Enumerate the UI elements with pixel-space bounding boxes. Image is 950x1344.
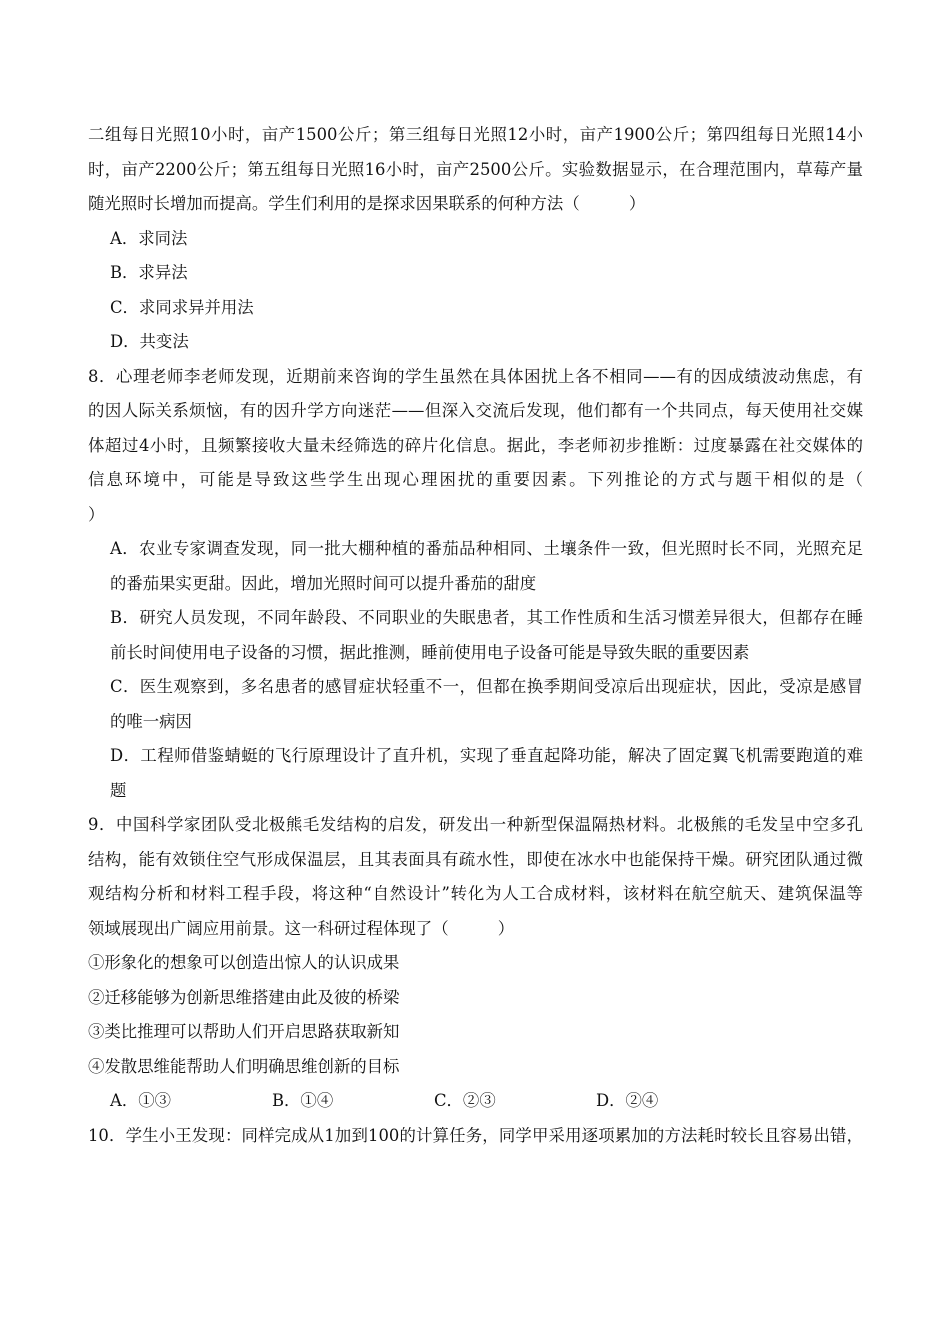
option-c: C．医生观察到，多名患者的感冒症状轻重不一，但都在换季期间受凉后出现症状，因此，受凉是感冒 [110, 677, 863, 696]
statement-2: ②迁移能够为创新思维搭建由此及彼的桥梁 [88, 987, 400, 1007]
option-d: D．工程师借鉴蜻蜓的飞行原理设计了直升机，实现了垂直起降功能，解决了固定翼飞机需要跑道的难 [110, 746, 863, 765]
option-c-continued: 的唯一病因 [110, 711, 192, 731]
question-stem-line: 的因人际关系烦恼，有的因升学方向迷茫——但深入交流后发现，他们都有一个共同点，每天使用社交媒 [88, 401, 863, 420]
option-b: B．研究人员发现，不同年龄段、不同职业的失眠患者，其工作性质和生活习惯差异很大，但都存在睡 [110, 608, 863, 627]
question-stem-line: 信息环境中，可能是导致这些学生出现心理困扰的重要因素。下列推论的方式与题干相似的是（ [88, 470, 863, 489]
option-a-continued: 的番茄果实更甜。因此，增加光照时间可以提升番茄的甜度 [110, 573, 537, 593]
question-stem-line: 9．中国科学家团队受北极熊毛发结构的启发，研发出一种新型保温隔热材料。北极熊的毛发呈中空多孔 [88, 815, 863, 834]
question-stem-line: 8．心理老师李老师发现，近期前来咨询的学生虽然在具体困扰上各不相同——有的因成绩波动焦虑，有 [88, 366, 863, 386]
option-row [88, 1084, 863, 1119]
question-stem-line: 领域展现出广阔应用前景。这一科研过程体现了（ ） [88, 918, 515, 938]
option-d: D．②④ [596, 1091, 659, 1110]
option-d-continued: 题 [110, 780, 127, 800]
option-a: A．农业专家调查发现，同一批大棚种植的番茄品种相同、土壤条件一致，但光照时长不同，光照充足 [110, 539, 863, 558]
statement-1: ①形象化的想象可以创造出惊人的认识成果 [88, 953, 400, 972]
question-stem-line: 10．学生小王发现：同样完成从1加到100的计算任务，同学甲采用逐项累加的方法耗时较长且容易出错， [88, 1125, 863, 1145]
question-7 [88, 118, 863, 360]
question-stem-line: ） [88, 504, 105, 524]
question-stem-line: 体超过4小时，且频繁接收大量未经筛选的碎片化信息。据此，李老师初步推断：过度暴露在社交媒体的 [88, 435, 863, 455]
option-a: A．求同法 [110, 228, 188, 248]
question-8 [88, 360, 863, 809]
option-a: A．①③ [110, 1091, 172, 1110]
statement-3: ③类比推理可以帮助人们开启思路获取新知 [88, 1022, 400, 1041]
option-d: D．共变法 [110, 332, 189, 351]
option-b: B．求异法 [110, 263, 188, 282]
question-10 [88, 1119, 863, 1154]
option-b-continued: 前长时间使用电子设备的习惯，据此推测，睡前使用电子设备可能是导致失眠的重要因素 [110, 642, 750, 662]
option-b: B．①④ [272, 1091, 334, 1110]
question-stem-line: 观结构分析和材料工程手段，将这种“自然设计”转化为人工合成材料，该材料在航空航天、建筑保温等 [88, 884, 863, 903]
option-c: C．求同求异并用法 [110, 297, 254, 317]
page-content [88, 118, 863, 1153]
option-c: C．②③ [434, 1091, 496, 1110]
question-stem-line: 随光照时长增加而提高。学生们利用的是探求因果联系的何种方法（ ） [88, 194, 646, 213]
question-stem-line: 二组每日光照10小时，亩产1500公斤；第三组每日光照12小时，亩产1900公斤；第四组每日光照14小 [88, 125, 863, 144]
statement-4: ④发散思维能帮助人们明确思维创新的目标 [88, 1056, 400, 1076]
question-stem-line: 时，亩产2200公斤；第五组每日光照16小时，亩产2500公斤。实验数据显示，在合理范围内，草莓产量 [88, 159, 863, 179]
question-9 [88, 808, 863, 1119]
question-stem-line: 结构，能有效锁住空气形成保温层，且其表面具有疏水性，即使在冰水中也能保持干燥。研究团队通过微 [88, 849, 863, 869]
